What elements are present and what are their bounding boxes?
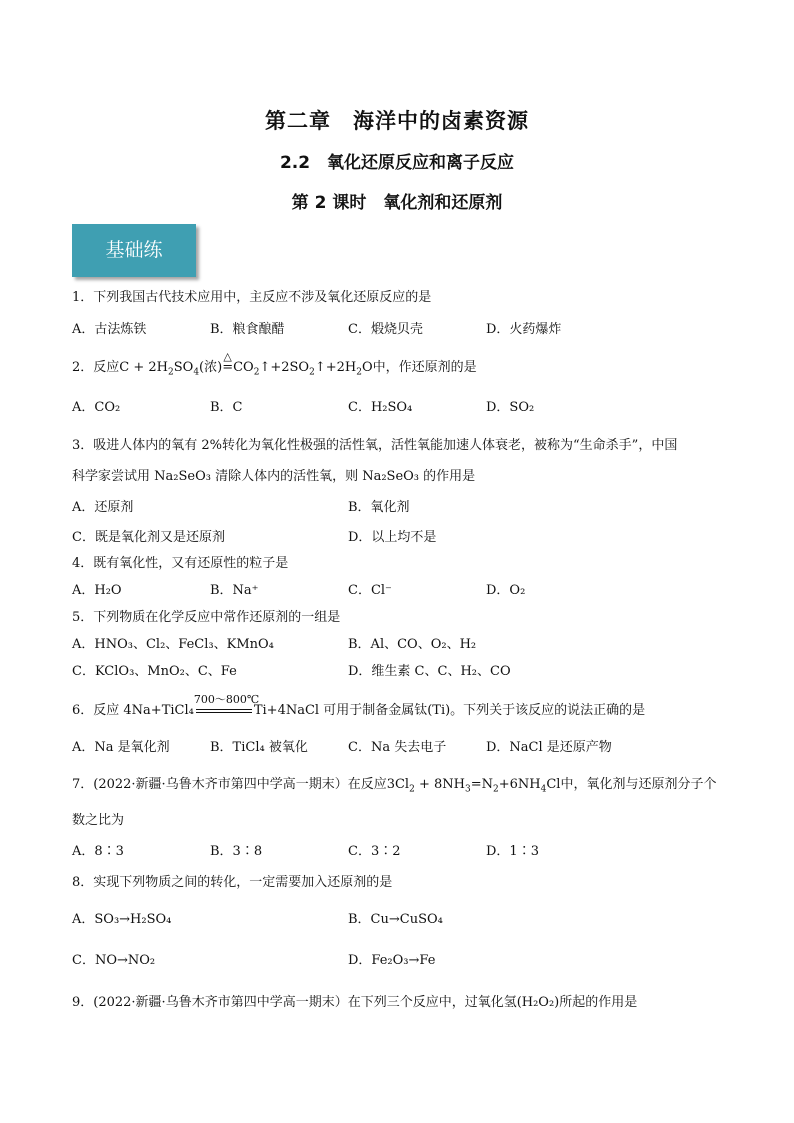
q3-option-a: A．还原剂 [72,500,134,515]
exercise-badge: 基础练 [72,224,196,277]
q2-equation: $C + 2H_2SO_4$(浓) △ $=CO_2↑+2SO_2↑+2H_2O$ [119,350,373,378]
q7-option-d: D．1∶3 [486,844,539,859]
q7-stem-post: 中，氧化剂与还原剂分子个 [560,777,717,792]
q7-equation: $3Cl_2 + 8NH_3=N_2+6NH_4Cl$ [386,777,561,795]
q1-option-b: B．粮食酿醋 [210,322,285,337]
q2-option-d: D．SO₂ [486,400,535,415]
q6-option-a: A．Na 是氧化剂 [72,740,170,755]
q2-stem [72,350,477,381]
q2-stem-pre: 2．反应 [72,360,120,375]
q2-option-c: C．H₂SO₄ [348,400,413,415]
q4-stem: 4．既有氧化性，又有还原性的粒子是 [72,556,289,571]
q7-stem-line2: 数之比为 [72,813,125,828]
q2-option-a: A．CO₂ [72,400,121,415]
q1-option-d: D．火药爆炸 [486,322,562,337]
q6-stem-pre: 6．反应 4Na+TiCl₄ [72,703,194,718]
q1-option-c: C．煅烧贝壳 [348,322,423,337]
q6-option-d: D．NaCl 是还原产物 [486,740,612,755]
q7-stem [72,777,716,798]
q6-option-c: C．Na 失去电子 [348,740,447,755]
q6-option-b: B．TiCl₄ 被氧化 [210,740,308,755]
q8-option-c: C．NO→NO₂ [72,953,156,968]
q5-stem: 5．下列物质在化学反应中常作还原剂的一组是 [72,610,341,625]
q9-stem: 9．(2022·新疆·乌鲁木齐市第四中学高一期末）在下列三个反应中，过氧化氢(H₂O₂)所起的作用是 [72,995,638,1010]
q7-option-a: A．8∶3 [72,844,124,859]
chapter-title: 第二章 海洋中的卤素资源 [265,109,529,133]
q8-option-a: A．SO₃→H₂SO₄ [72,912,172,927]
q3-stem-line2: 科学家尝试用 Na₂SeO₃ 清除人体内的活性氧，则 Na₂SeO₃ 的作用是 [72,469,476,484]
q8-stem: 8．实现下列物质之间的转化，一定需要加入还原剂的是 [72,875,393,890]
q5-option-b: B．Al、CO、O₂、H₂ [348,637,477,652]
q5-option-c: C．KClO₃、MnO₂、C、Fe [72,664,237,679]
q8-option-d: D．Fe₂O₃→Fe [348,953,436,968]
q4-option-b: B．Na⁺ [210,583,259,598]
q1-option-a: A．古法炼铁 [72,322,147,337]
q3-option-b: B．氧化剂 [348,500,410,515]
q3-stem-line1: 3．吸进人体内的氧有 2%转化为氧化性极强的活性氧，活性氧能加速人体衰老，被称为“生命杀手”，中国 [72,438,678,453]
q7-option-c: C．3∶2 [348,844,401,859]
lesson-title: 第 2 课时 氧化剂和还原剂 [291,193,503,213]
q4-option-c: C．Cl⁻ [348,583,392,598]
q7-option-b: B．3∶8 [210,844,263,859]
q4-option-a: A．H₂O [72,583,122,598]
q3-option-c: C．既是氧化剂又是还原剂 [72,530,225,545]
q6-reaction-condition: 700～800℃ [194,703,254,719]
q7-stem-pre: 7．(2022·新疆·乌鲁木齐市第四中学高一期末）在反应 [72,777,387,792]
q2-option-b: B．C [210,400,243,415]
q4-option-d: D．O₂ [486,583,526,598]
q3-option-d: D．以上均不是 [348,530,437,545]
q5-option-a: A．HNO₃、Cl₂、FeCl₃、KMnO₄ [72,637,274,652]
q6-stem [72,693,646,719]
q2-stem-post: 中，作还原剂的是 [372,360,477,375]
q5-option-d: D．维生素 C、C、H₂、CO [348,664,511,679]
q8-option-b: B．Cu→CuSO₄ [348,912,443,927]
section-title: 2.2 氧化还原反应和离子反应 [279,153,515,173]
q6-stem-post: Ti+4NaCl 可用于制备金属钛(Ti)。下列关于该反应的说法正确的是 [253,703,646,718]
q1-stem: 1．下列我国古代技术应用中，主反应不涉及氧化还原反应的是 [72,290,432,305]
